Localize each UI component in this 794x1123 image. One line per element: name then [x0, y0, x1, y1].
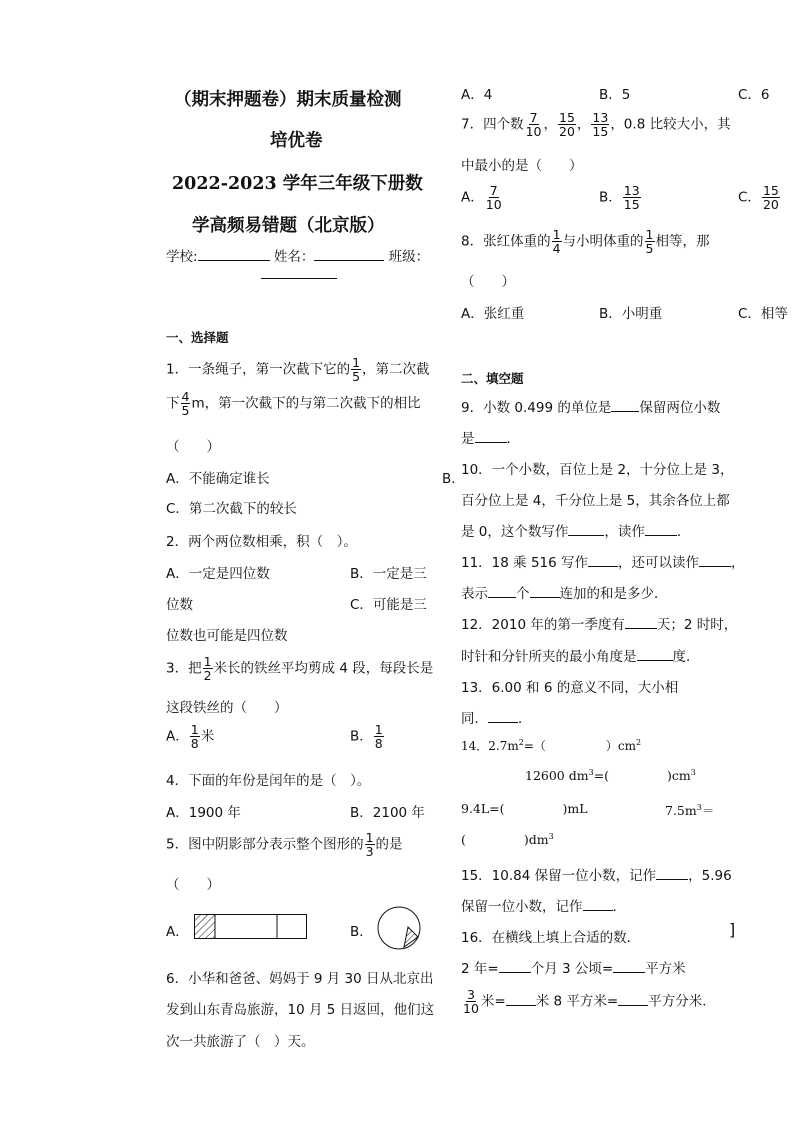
q7-option-a[interactable]: A． $\frac{7}{10}$	[461, 183, 502, 213]
answer-blank[interactable]	[637, 660, 673, 661]
q8-paren: （ ）	[461, 274, 515, 290]
q10-line1: 10．一个小数，百位上是 2，十分位上是 3，	[461, 462, 734, 478]
q7-option-c[interactable]: C． $\frac{15}{20}$	[738, 183, 779, 213]
q10-line2: 百分位上是 4，千分位上是 5，其余各位上都	[461, 493, 730, 509]
q5-line1: 5．图中阴影部分表示整个图形的 $\frac{1}{3}$ 的是	[166, 830, 403, 860]
section-heading-choice: 一、选择题	[166, 330, 229, 345]
answer-blank[interactable]	[611, 411, 639, 412]
q1-paren: （ ）	[166, 439, 220, 455]
q1-option-b[interactable]: B．	[442, 471, 465, 487]
q3-line2: 这段铁丝的（ ）	[166, 700, 288, 716]
student-info	[166, 245, 429, 265]
school-label: 学校:	[166, 249, 198, 265]
q5-rectangle-figure	[194, 914, 308, 940]
q3-option-b[interactable]: B． $\frac{1}{8}$	[350, 722, 383, 752]
class-label: 班级：	[388, 249, 430, 265]
q6-option-b[interactable]: B．5	[599, 87, 631, 103]
answer-blank[interactable]	[618, 1005, 648, 1006]
q6-option-c[interactable]: C．6	[738, 87, 770, 103]
q12-line2: 时针和分针所夹的最小角度是 度．	[461, 649, 700, 665]
q15-line1: 15．10.84 保留一位小数，记作 ，5.96	[461, 868, 732, 884]
answer-blank[interactable]	[475, 442, 507, 443]
page-title-line1: （期末押题卷）期末质量检测	[174, 90, 402, 110]
q4-option-a[interactable]: A．1900 年	[166, 805, 241, 821]
school-field[interactable]	[198, 260, 270, 261]
q15-line2: 保留一位小数，记作 ．	[461, 899, 626, 915]
q14-line2: 12600 $dm^3=$( )$cm^3$	[525, 768, 696, 784]
fraction: $\frac{13}{15}$	[592, 110, 609, 140]
q13-line1: 13．6.00 和 6 的意义不同，大小相	[461, 680, 679, 696]
q8-option-c[interactable]: C．相等	[738, 306, 788, 322]
answer-blank[interactable]	[625, 628, 657, 629]
q7-line1: 7．四个数 $\frac{7}{10}$ ， $\frac{15}{20}$ ， $\frac{13}{15}$ ，0.8 比较大小，其	[461, 110, 731, 140]
fraction: $\frac{1}{5}$	[352, 355, 361, 385]
q5-circle-figure	[374, 906, 424, 950]
q2-text: 2．两个两位数相乘，积（ ）。	[166, 534, 357, 550]
fraction: $\frac{1}{8}$	[374, 722, 383, 752]
q4-text: 4．下面的年份是闰年的是（ ）。	[166, 773, 371, 789]
fraction: $\frac{3}{10}$	[463, 987, 479, 1017]
answer-blank[interactable]	[588, 566, 618, 567]
q16-line3: $\frac{3}{10}$ 米= 米 8 平方米= 平方分米．	[463, 987, 716, 1017]
page-title-line2: 培优卷	[270, 131, 323, 151]
q12-line1: 12．2010 年的第一季度有 天；2 时时，	[461, 617, 738, 633]
q6-line1: 6．小华和爸爸、妈妈于 9 月 30 日从北京出	[166, 971, 434, 987]
fraction: $\frac{1}{5}$	[645, 227, 654, 257]
q3-option-a[interactable]: A． $\frac{1}{8}$ 米	[166, 722, 215, 752]
q14-line4: ( )$dm^3$	[461, 832, 554, 848]
fraction: $\frac{7}{10}$	[485, 183, 502, 213]
q9-line1: 9．小数 0.499 的单位是 保留两位小数	[461, 400, 721, 416]
q6-option-a[interactable]: A．4	[461, 87, 493, 103]
q1-line2: 下 $\frac{4}{5}$ m，第一次截下的与第二次截下的相比	[166, 389, 421, 419]
fraction: $\frac{13}{15}$	[623, 183, 640, 213]
answer-blank[interactable]	[499, 972, 531, 973]
name-field[interactable]	[314, 260, 384, 261]
fraction: $\frac{1}{4}$	[552, 227, 561, 257]
q2-continuation-b: 位数	[166, 597, 193, 613]
q3-line1: 3．把 $\frac{1}{2}$ 米长的铁丝平均剪成 4 段，每段长是	[166, 654, 434, 684]
q16-bracket: ]	[729, 920, 736, 939]
answer-blank[interactable]	[506, 1005, 536, 1006]
q5-option-a[interactable]: A．	[166, 924, 189, 940]
q5-option-b[interactable]: B．	[350, 924, 373, 940]
page-title-line4: 学高频易错题（北京版）	[192, 216, 385, 236]
q14-line3b: $7.5m^3=$	[665, 802, 715, 818]
name-label: 姓名：	[273, 249, 315, 265]
q2-option-a[interactable]: A．一定是四位数	[166, 566, 270, 582]
answer-blank[interactable]	[699, 566, 731, 567]
q2-continuation-c: 位数也可能是四位数	[166, 628, 288, 644]
q5-paren: （ ）	[166, 877, 220, 893]
fraction: $\frac{15}{20}$	[762, 183, 779, 213]
fraction: $\frac{15}{20}$	[559, 110, 575, 140]
q8-option-b[interactable]: B．小明重	[599, 306, 663, 322]
q6-line3: 次一共旅游了（ ）天。	[166, 1034, 315, 1050]
q10-line3: 是 0，这个数写作 ，读作 ．	[461, 524, 691, 540]
q13-line2: 同． ．	[461, 711, 532, 727]
q1-option-c[interactable]: C．第二次截下的较长	[166, 501, 297, 517]
q16-line1: 16．在横线上填上合适的数．	[461, 930, 641, 946]
q2-option-b[interactable]: B．一定是三	[350, 566, 427, 582]
q11-line2: 表示 个 连加的和是多少．	[461, 586, 668, 602]
answer-blank[interactable]	[568, 535, 604, 536]
q8-option-a[interactable]: A．张红重	[461, 306, 525, 322]
fraction: $\frac{1}{8}$	[190, 722, 199, 752]
answer-blank[interactable]	[645, 535, 677, 536]
q14-line3a: 9.4L=( )mL	[461, 801, 588, 816]
answer-blank[interactable]	[656, 879, 688, 880]
page-title-line3: 2022-2023 学年三年级下册数	[172, 174, 423, 194]
q2-option-c[interactable]: C．可能是三	[350, 597, 427, 613]
class-field[interactable]	[261, 266, 337, 279]
q7-option-b[interactable]: B． $\frac{13}{15}$	[599, 183, 640, 213]
answer-blank[interactable]	[488, 722, 518, 723]
fraction: $\frac{4}{5}$	[181, 389, 190, 419]
fraction: $\frac{1}{3}$	[365, 830, 374, 860]
q8-line1: 8．张红体重的 $\frac{1}{4}$ 与小明体重的 $\frac{1}{5}$ 相等，那	[461, 227, 710, 257]
fraction: $\frac{7}{10}$	[525, 110, 542, 140]
section-heading-fill: 二、填空题	[461, 371, 524, 386]
q1-option-a[interactable]: A．不能确定谁长	[166, 471, 270, 487]
answer-blank[interactable]	[530, 597, 560, 598]
q1-line1: 1．一条绳子，第一次截下它的 $\frac{1}{5}$ ，第二次截	[166, 355, 430, 385]
fraction: $\frac{1}{2}$	[203, 654, 212, 684]
q9-line2: 是 ．	[461, 431, 520, 447]
answer-blank[interactable]	[613, 972, 645, 973]
q14-line1: 14．$2.7m^2=$（ ）$cm^2$	[461, 738, 642, 753]
answer-blank[interactable]	[583, 910, 613, 911]
q16-line2: 2 年= 个月 3 公顷= 平方米	[461, 961, 686, 977]
q4-option-b[interactable]: B．2100 年	[350, 805, 425, 821]
q7-line2: 中最小的是（ ）	[461, 158, 583, 174]
q11-line1: 11．18 乘 516 写作 ，还可以读作 ，	[461, 555, 745, 571]
q6-line2: 发到山东青岛旅游，10 月 5 日返回，他们这	[166, 1002, 435, 1018]
answer-blank[interactable]	[488, 597, 516, 598]
